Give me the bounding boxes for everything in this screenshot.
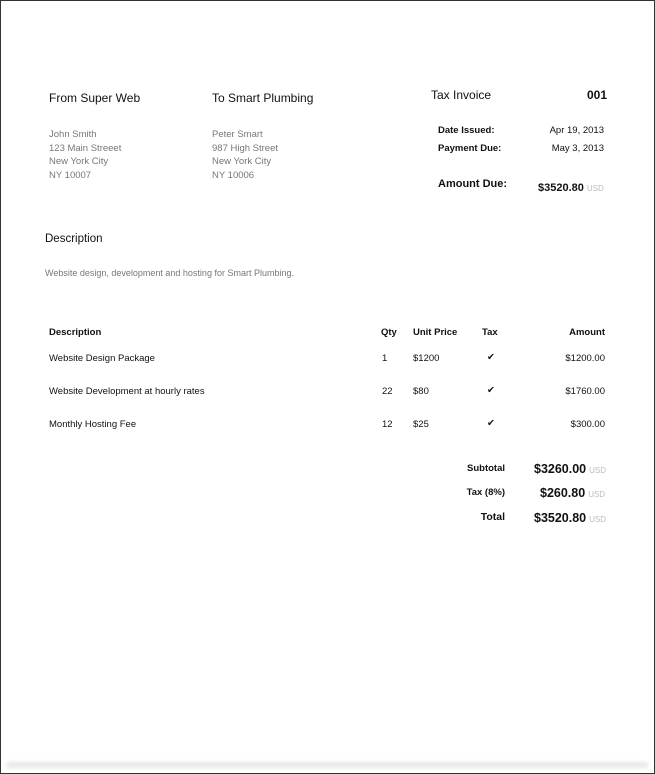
row-amount: $300.00 [570, 419, 605, 430]
checkmark-icon: ✔ [487, 352, 495, 363]
total-label: Total [480, 511, 505, 523]
from-address-line: 123 Main Streeet [49, 142, 122, 154]
invoice-title: Tax Invoice [431, 88, 492, 102]
tax-value: $260.80 [540, 486, 586, 500]
subtotal-currency: USD [589, 466, 607, 475]
th-description: Description [49, 327, 102, 338]
payment-due-value: May 3, 2013 [551, 143, 604, 154]
checkmark-icon: ✔ [487, 385, 495, 396]
row-description: Website Design Package [49, 353, 155, 364]
tax-total [540, 484, 605, 502]
from-address-line: NY 10007 [49, 169, 92, 181]
to-address-line: New York City [212, 156, 272, 167]
th-tax: Tax [482, 327, 498, 338]
row-description: Monthly Hosting Fee [49, 419, 137, 430]
tax-currency: USD [588, 490, 606, 499]
amount-due-value: $3520.80 [538, 182, 584, 194]
amount-due-label: Amount Due: [438, 178, 508, 190]
payment-due-label: Payment Due: [438, 143, 502, 154]
page-shadow [7, 763, 648, 769]
row-unit-price: $1200 [413, 353, 440, 364]
row-unit-price: $80 [413, 386, 429, 397]
row-amount: $1200.00 [565, 353, 605, 364]
to-address [212, 128, 278, 182]
th-unit-price: Unit Price [413, 327, 458, 338]
total-currency: USD [589, 515, 607, 524]
date-issued-label: Date Issued: [438, 125, 495, 136]
row-unit-price: $25 [413, 419, 429, 430]
subtotal-label: Subtotal [467, 463, 505, 474]
date-issued-value: Apr 19, 2013 [549, 125, 604, 136]
tax-label: Tax (8%) [466, 487, 505, 498]
row-qty: 22 [382, 386, 393, 397]
from-address-line: New York City [49, 156, 109, 167]
row-qty: 12 [382, 419, 393, 430]
from-address [49, 128, 121, 182]
th-qty: Qty [381, 327, 397, 338]
subtotal-value: $3260.00 [534, 462, 587, 476]
to-address-line: Peter Smart [212, 129, 263, 140]
row-qty: 1 [382, 353, 388, 364]
description-title: Description [45, 233, 103, 245]
row-amount: $1760.00 [565, 386, 605, 397]
th-amount: Amount [569, 327, 605, 338]
to-address-line: NY 10006 [212, 169, 255, 181]
row-description: Website Development at hourly rates [49, 386, 205, 397]
total-value: $3520.80 [534, 511, 587, 525]
amount-due [538, 178, 604, 196]
to-address-line: 987 High Street [212, 142, 279, 154]
checkmark-icon: ✔ [487, 418, 495, 429]
from-heading: From Super Web [49, 91, 141, 105]
to-heading: To Smart Plumbing [212, 91, 314, 105]
invoice-number: 001 [586, 88, 607, 102]
amount-due-currency: USD [586, 184, 604, 193]
from-address-line: John Smith [49, 129, 97, 140]
grand-total [534, 509, 606, 527]
description-text: Website design, development and hosting for Smart Plumbing. [45, 268, 294, 278]
subtotal [534, 460, 606, 478]
